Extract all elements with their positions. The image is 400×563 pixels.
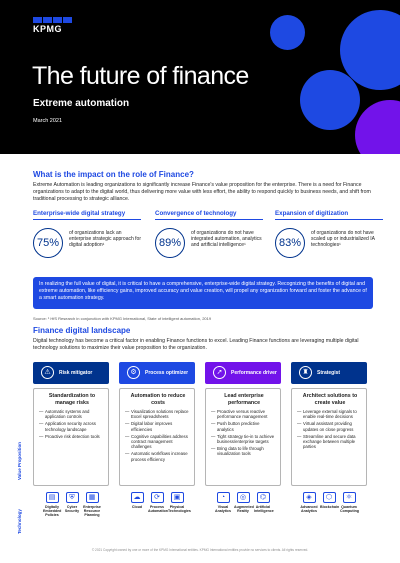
value-list: [297, 409, 363, 450]
footer-copyright: © 2021 Copyright owned by one or more of the KPMG International entities. KPMG International entities provide no services to clients. All rights reserved.: [91, 548, 309, 552]
divider: [275, 219, 383, 220]
value-list: [211, 409, 277, 457]
role-label: Performance driver: [231, 370, 277, 376]
stat-heading: Convergence of technology: [155, 210, 237, 217]
analytics-icon: ◈: [303, 492, 316, 503]
tech-row: [128, 492, 191, 532]
value-list: [39, 409, 105, 439]
decor-bubble: [300, 70, 360, 130]
stat-card: [275, 210, 387, 270]
list-item: — Push button predictive analytics: [211, 421, 277, 432]
tech-label: Cloud: [131, 505, 143, 509]
divider: [155, 219, 263, 220]
automation-icon: ⟳: [151, 492, 164, 503]
device-icon: ▣: [171, 492, 184, 503]
chart-icon: ◔: [217, 492, 230, 503]
decor-bubble: [270, 15, 305, 50]
tech-label: Cyber Security: [64, 505, 80, 514]
stat-value: 75%: [33, 228, 63, 258]
role-header-performance-driver: [205, 362, 281, 384]
role-header-strategist: [291, 362, 367, 384]
tech-item: [83, 492, 101, 532]
kpmg-logo: [33, 17, 72, 34]
stat-heading: Enterprise-wide digital strategy: [33, 210, 126, 217]
list-item: — Automatic workflows increase process efficiency: [125, 451, 191, 462]
value-title: Automation to reduce costs: [130, 393, 186, 406]
list-item: — Leverage external signals to enable real-time decisions: [297, 409, 363, 420]
value-title: Lead enterprise performance: [224, 393, 264, 406]
value-proposition-label: Value Proposition: [17, 441, 22, 480]
landscape-intro: Digital technology has become a critical factor in enabling Finance functions to excel. Leading Finance functions are leveraging multiple digital technology solutions to maximize their value proposition to the organization.: [33, 338, 359, 351]
list-item: — Proactive risk detection tools: [39, 434, 105, 439]
technology-label: Technology: [17, 509, 22, 534]
list-item: — Virtual assistant providing updates on close progress: [297, 421, 363, 432]
chess-icon: ♜: [299, 366, 312, 379]
value-card: [119, 388, 195, 486]
tech-row: [43, 492, 101, 532]
stat-heading: Expansion of digitization: [275, 210, 349, 217]
page-title: The future of finance: [32, 62, 249, 90]
impact-intro: Extreme Automation is leading organizations to significantly increase Finance's value proposition for the enterprise. There is a need for Finance organizations to adapt to the digital world, thus delivering more value with less effort, the ability to respond quickly to business needs, and shift from traditional processing to strategic alliance.: [33, 182, 371, 202]
tech-label: Augmented Reality: [234, 505, 254, 514]
tech-item: [148, 492, 166, 532]
warning-icon: ⚠: [41, 366, 54, 379]
stat-text: of organizations do not have scaled up or industrialized IA technologies¹: [311, 230, 375, 248]
ar-icon: ◎: [237, 492, 250, 503]
shield-icon: ⛨: [66, 492, 79, 503]
role-header-process-optimizer: [119, 362, 195, 384]
stat-card: [33, 210, 145, 270]
logo-boxes: [33, 17, 72, 23]
cloud-icon: ☁: [131, 492, 144, 503]
publish-date: March 2021: [33, 118, 63, 124]
role-label: Process optimizer: [145, 370, 189, 376]
value-list: [125, 409, 191, 462]
stat-text: of organizations lack an enterprise strategic approach for digital adoption¹: [69, 230, 141, 248]
page-subtitle: Extreme automation: [33, 98, 130, 109]
list-item: — Bring data to life through visualization tools: [211, 446, 277, 457]
tech-label: Artificial Intelligence: [254, 505, 274, 514]
trend-icon: ➚: [213, 366, 226, 379]
tech-item: [320, 492, 338, 532]
tech-item: [128, 492, 146, 532]
landscape-matrix: [0, 362, 400, 542]
tech-label: Process Automation: [148, 505, 168, 514]
ai-icon: ⌬: [257, 492, 270, 503]
tech-item: [43, 492, 61, 532]
tech-item: [214, 492, 232, 532]
blockchain-icon: ⬡: [323, 492, 336, 503]
stat-value: 83%: [275, 228, 305, 258]
list-item: — Streamline and secure data exchange between multiple parties: [297, 434, 363, 450]
tech-item: [234, 492, 252, 532]
value-card: [205, 388, 281, 486]
list-item: — Digital labor improves efficiencies: [125, 421, 191, 432]
stat-value: 89%: [155, 228, 185, 258]
role-label: Risk mitigator: [59, 370, 93, 376]
tech-item: [254, 492, 272, 532]
decor-bubble: [355, 100, 400, 154]
policy-icon: ▤: [46, 492, 59, 503]
hero-banner: [0, 0, 400, 154]
tech-label: Advanced Analytics: [300, 505, 318, 514]
landscape-heading: Finance digital landscape: [33, 326, 131, 335]
list-item: — Automatic systems and application controls: [39, 409, 105, 420]
list-item: — Proactive versus reactive performance management: [211, 409, 277, 420]
tech-item: [168, 492, 191, 532]
divider: [33, 219, 141, 220]
gear-icon: ⚙: [127, 366, 140, 379]
tech-item: [63, 492, 81, 532]
list-item: — Visualization solutions replace Excel spreadsheets: [125, 409, 191, 420]
value-card: [33, 388, 109, 486]
quantum-icon: ⚛: [343, 492, 356, 503]
tech-label: Quantum Computing: [340, 505, 359, 514]
erp-icon: ▦: [86, 492, 99, 503]
value-card: [291, 388, 367, 486]
value-title: Architect solutions to create value: [302, 393, 358, 406]
tech-row: [300, 492, 358, 532]
source-note: Source: ¹ HfS Research in conjunction with KPMG International, State of intelligent automation, 2019: [33, 316, 212, 321]
tech-item: [300, 492, 318, 532]
logo-text: KPMG: [33, 24, 62, 34]
role-label: Strategist: [317, 370, 341, 376]
callout-box: In realizing the full value of digital, it is critical to have a comprehensive, enterprise-wide digital strategy. Recognizing the benefits of digital and extreme automation, like efficiency gains, improved accuracy and value creation, will propel any organization forward and foster the advance of a smart automation strategy.: [33, 277, 373, 309]
tech-label: Digitally Embedded Policies: [43, 505, 62, 518]
list-item: — Application security across technology landscape: [39, 421, 105, 432]
stat-card: [155, 210, 267, 270]
tech-item: [340, 492, 358, 532]
tech-label: Blockchain: [320, 505, 340, 509]
value-title: Standardization to manage risks: [48, 393, 96, 406]
tech-row: [214, 492, 272, 532]
tech-label: Enterprise Resource Planning: [83, 505, 101, 518]
role-header-risk-mitigator: [33, 362, 109, 384]
tech-label: Visual Analytics: [215, 505, 231, 514]
stat-text: of organizations do not have integrated automation, analytics and artificial intelligence¹: [191, 230, 262, 248]
impact-heading: What is the impact on the role of Finance?: [33, 170, 194, 179]
list-item: — Cognitive capabilities address contract management challenges: [125, 434, 191, 450]
tech-label: Physical Technologies: [168, 505, 191, 514]
list-item: — Tight strategy tie-in to achieve business/enterprise targets: [211, 434, 277, 445]
